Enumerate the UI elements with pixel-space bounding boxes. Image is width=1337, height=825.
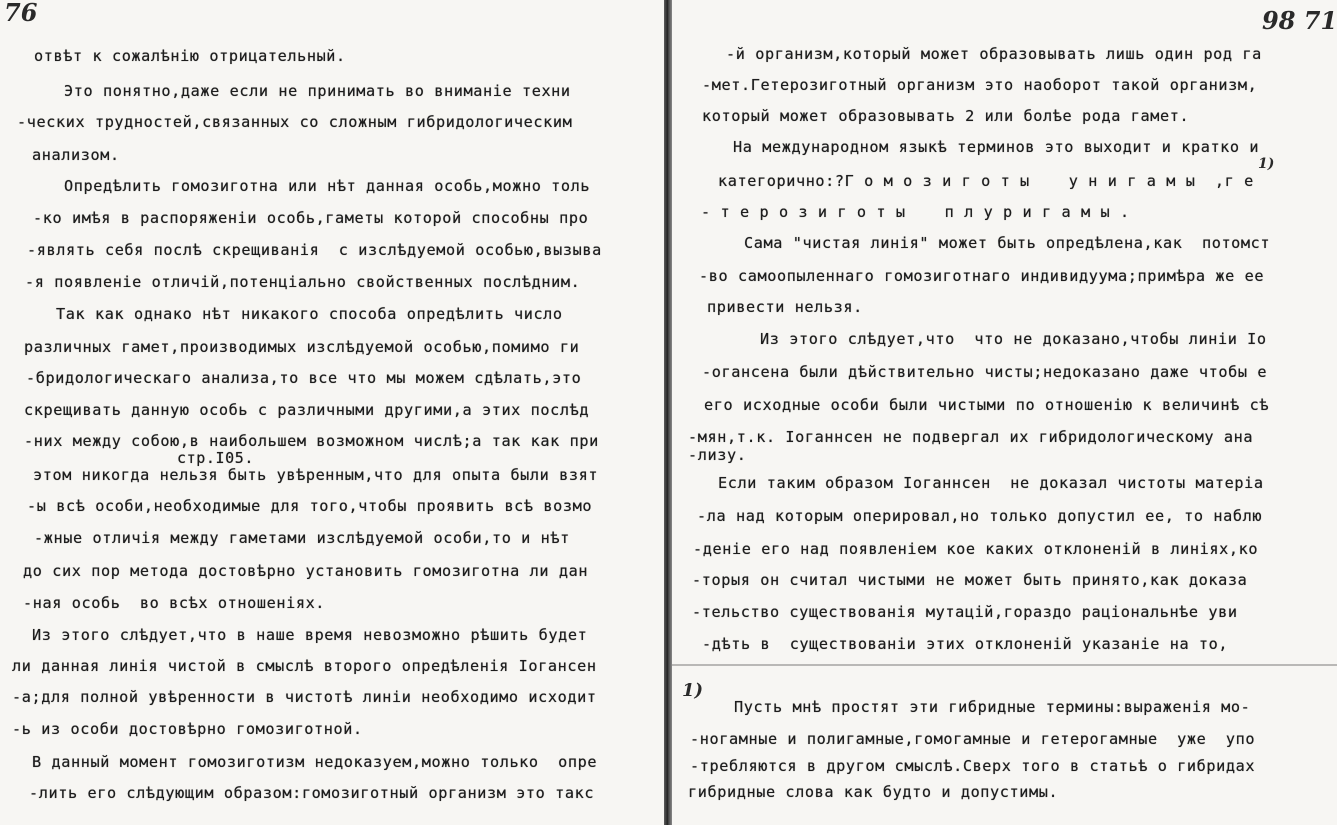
left-line-17: до сих пор метода достовѣрно установить гомозиготна ли дан bbox=[23, 562, 589, 580]
left-line-18: -ная особь во всѣх отношеніях. bbox=[23, 594, 326, 612]
right-line-5: категорично:?Г о м о з и г о т ы у н и г а м ы ,г е bbox=[718, 172, 1254, 190]
right-line-19: -тельство существованія мутацій,гораздо раціональнѣе уви bbox=[692, 603, 1238, 621]
left-line-2: Это понятно,даже если не принимать во вниманіе техни bbox=[64, 82, 571, 100]
right-line-4: На международном языкѣ терминов это выходит и кратко и bbox=[733, 138, 1260, 156]
footnote-line-2: -ногамные и полигамные,гомогамные и гетерогамные уже упо bbox=[690, 730, 1256, 748]
left-line-6: -ко имѣя в распоряженіи особь,гаметы которой способны про bbox=[33, 209, 589, 227]
left-line-22: -ь из особи достовѣрно гомозиготной. bbox=[12, 720, 363, 738]
right-line-8: -во самоопыленнаго гомозиготнаго индивидуума;примѣра же ее bbox=[699, 267, 1265, 285]
footnote-line-3: -требляются в другом смыслѣ.Сверх того в статьѣ о гибридах bbox=[690, 757, 1256, 775]
right-folio-mark: 98 71 bbox=[1262, 6, 1337, 35]
right-line-14: -лизу. bbox=[688, 446, 747, 464]
right-line-15: Если таким образом Іоганнсен не доказал чистоты матеріа bbox=[718, 474, 1264, 492]
left-line-8: -я появленіе отличій,потенціально свойственных послѣдним. bbox=[25, 273, 581, 291]
right-line-11: -огансена были дѣйствительно чисты;недоказано даже чтобы е bbox=[702, 363, 1268, 381]
right-line-10: Из этого слѣдует,что что не доказано,чтобы линіи Іо bbox=[760, 330, 1267, 348]
left-line-5: Опредѣлить гомозиготна или нѣт данная особь,можно толь bbox=[64, 177, 591, 195]
left-line-13: -них между собою,в наибольшем возможном числѣ;а так как при bbox=[24, 432, 599, 450]
left-folio-mark: 76 bbox=[4, 0, 38, 27]
right-line-16: -ла над которым оперировал,но только допустил ее, то наблю bbox=[697, 507, 1263, 525]
left-line-15: -ы всѣ особи,необходимые для того,чтобы проявить всѣ возмо bbox=[27, 497, 593, 515]
right-page bbox=[672, 0, 1337, 825]
left-line-23: В данный момент гомозиготизм недоказуем,можно только опре bbox=[32, 753, 598, 771]
left-line-9: Так как однако нѣт никакого способа опредѣлить число bbox=[56, 305, 563, 323]
right-line-3: который может образовывать 2 или болѣе рода гамет. bbox=[702, 107, 1190, 125]
left-line-3: -ческих трудностей,связанных со сложным гибридологическим bbox=[17, 113, 573, 131]
left-page-number-insert: стр.I05. bbox=[177, 449, 255, 467]
right-line-12: его исходные особи были чистыми по отношенію к величинѣ сѣ bbox=[704, 396, 1270, 414]
left-line-24: -лить его слѣдующим образом:гомозиготный организм это такс bbox=[29, 784, 595, 802]
left-line-7: -являть себя послѣ скрещиванія с изслѣдуемой особью,вызыва bbox=[27, 241, 602, 259]
left-page bbox=[0, 0, 664, 825]
footnote-separator bbox=[672, 664, 1337, 666]
left-line-11: -бридологическаго анализа,то все что мы можем сдѣлать,это bbox=[26, 369, 582, 387]
right-line-2: -мет.Гетерозиготный организм это наоборот такой организм, bbox=[702, 76, 1258, 94]
left-line-10: различных гамет,производимых изслѣдуемой особью,помимо ги bbox=[24, 338, 580, 356]
left-line-4: анализом. bbox=[32, 146, 120, 164]
right-line-9: привести нельзя. bbox=[707, 298, 863, 316]
footnote-line-1: Пусть мнѣ простят эти гибридные термины:выраженія мо- bbox=[734, 698, 1251, 716]
right-line-18: -торыя он считал чистыми не может быть принято,как доказа bbox=[692, 571, 1248, 589]
left-line-21: -а;для полной увѣренности в чистотѣ линіи необходимо исходит bbox=[12, 688, 597, 706]
footnote-mark: 1) bbox=[682, 680, 704, 701]
left-line-1: отвѣт к сожалѣнію отрицательный. bbox=[34, 47, 346, 65]
left-line-19: Из этого слѣдует,что в наше время невозможно рѣшить будет bbox=[32, 626, 588, 644]
footnote-line-4: гибридные слова как будто и допустимы. bbox=[688, 783, 1059, 801]
right-line-7: Сама "чистая линія" может быть опредѣлена,как потомст bbox=[744, 234, 1271, 252]
right-line-17: -деніе его над появленіем кое каких отклоненій в линіях,ко bbox=[693, 540, 1259, 558]
right-line-1: -й организм,который может образовывать лишь один род га bbox=[726, 45, 1262, 63]
left-line-14: этом никогда нельзя быть увѣренным,что для опыта были взят bbox=[33, 466, 599, 484]
left-line-20: ли данная линія чистой в смыслѣ второго опредѣленія Іогансен bbox=[12, 657, 597, 675]
right-footnote-reference: 1) bbox=[1258, 156, 1275, 172]
book-gutter bbox=[664, 0, 672, 825]
right-line-13: -мян,т.к. Іоганнсен не подвергал их гибридологическому ана bbox=[688, 428, 1254, 446]
left-line-12: скрещивать данную особь с различными другими,а этих послѣд bbox=[24, 401, 590, 419]
right-line-6: - т е р о з и г о т ы п л у р и г а м ы . bbox=[701, 203, 1130, 221]
left-line-16: -жные отличія между гаметами изслѣдуемой особи,то и нѣт bbox=[34, 529, 570, 547]
right-line-20: -дѣть в существованіи этих отклоненій указаніе на то, bbox=[702, 635, 1229, 653]
